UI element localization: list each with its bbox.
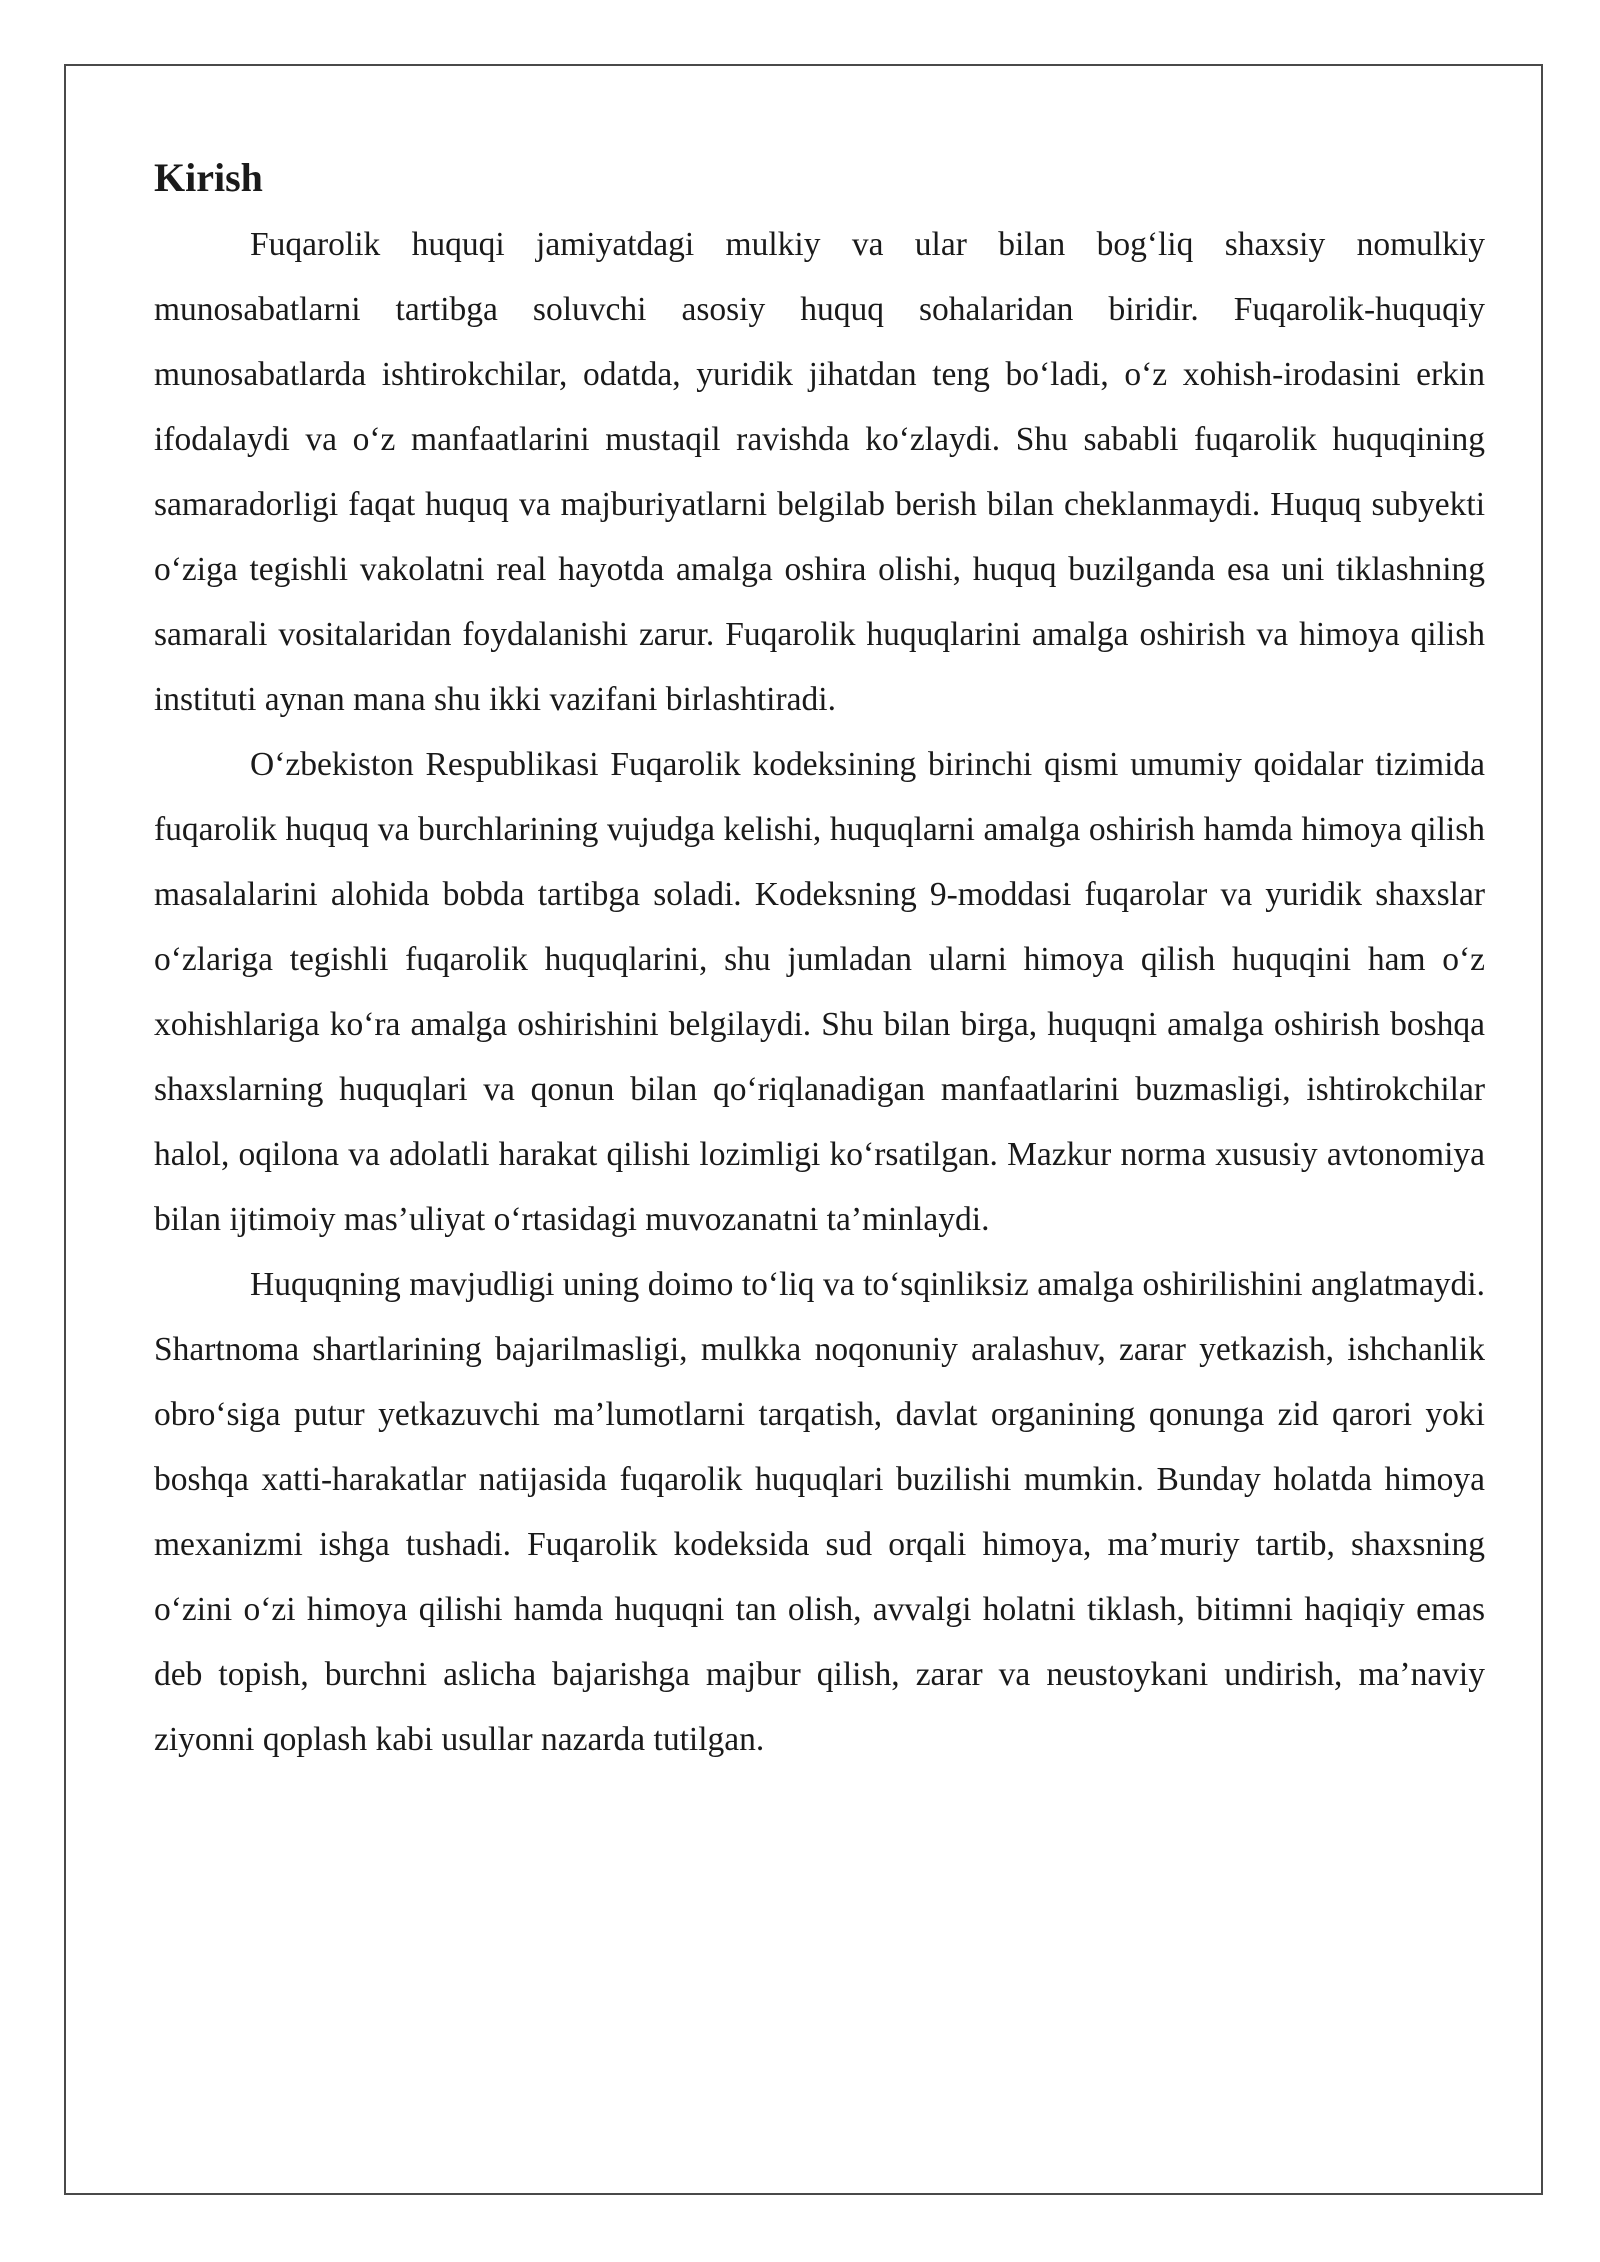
document-body bbox=[154, 148, 1485, 1772]
paragraph-2: O‘zbekiston Respublikasi Fuqarolik kodeksining birinchi qismi umumiy qoidalar tizimida fuqarolik huquq va burchlarining vujudga kelishi, huquqlarni amalga oshirish hamda himoya qilish masalalarini alohida bobda tartibga soladi. Kodeksning 9-moddasi fuqarolar va yuridik shaxslar o‘zlariga tegishli fuqarolik huquqlarini, shu jumladan ularni himoya qilish huquqini ham o‘z xohishlariga ko‘ra amalga oshirishini belgilaydi. Shu bilan birga, huquqni amalga oshirish boshqa shaxslarning huquqlari va qonun bilan qo‘riqlanadigan manfaatlarini buzmasligi, ishtirokchilar halol, oqilona va adolatli harakat qilishi lozimligi ko‘rsatilgan. Mazkur norma xususiy avtonomiya bilan ijtimoiy mas’uliyat o‘rtasidagi muvozanatni ta’minlaydi. bbox=[154, 746, 1485, 1238]
paragraph-1: Fuqarolik huquqi jamiyatdagi mulkiy va ular bilan bog‘liq shaxsiy nomulkiy munosabatlarni tartibga soluvchi asosiy huquq sohalaridan biridir. Fuqarolik-huquqiy munosabatlarda ishtirokchilar, odatda, yuridik jihatdan teng bo‘ladi, o‘z xohish-irodasini erkin ifodalaydi va o‘z manfaatlarini mustaqil ravishda ko‘zlaydi. Shu sababli fuqarolik huquqining samaradorligi faqat huquq va majburiyatlarni belgilab berish bilan cheklanmaydi. Huquq subyekti o‘ziga tegishli vakolatni real hayotda amalga oshira olishi, huquq buzilganda esa uni tiklashning samarali vositalaridan foydalanishi zarur. Fuqarolik huquqlarini amalga oshirish va himoya qilish instituti aynan mana shu ikki vazifani birlashtiradi. bbox=[154, 226, 1485, 718]
section-heading: Kirish bbox=[154, 155, 263, 200]
paragraph-3: Huquqning mavjudligi uning doimo to‘liq va to‘sqinliksiz amalga oshirilishini anglatmaydi. Shartnoma shartlarining bajarilmasligi, mulkka noqonuniy aralashuv, zarar yetkazish, ishchanlik obro‘siga putur yetkazuvchi ma’lumotlarni tarqatish, davlat organining qonunga zid qarori yoki boshqa xatti-harakatlar natijasida fuqarolik huquqlari buzilishi mumkin. Bunday holatda himoya mexanizmi ishga tushadi. Fuqarolik kodeksida sud orqali himoya, ma’muriy tartib, shaxsning o‘zini o‘zi himoya qilishi hamda huquqni tan olish, avvalgi holatni tiklash, bitimni haqiqiy emas deb topish, burchni aslicha bajarishga majbur qilish, zarar va neustoykani undirish, ma’naviy ziyonni qoplash kabi usullar nazarda tutilgan. bbox=[154, 1266, 1485, 1758]
